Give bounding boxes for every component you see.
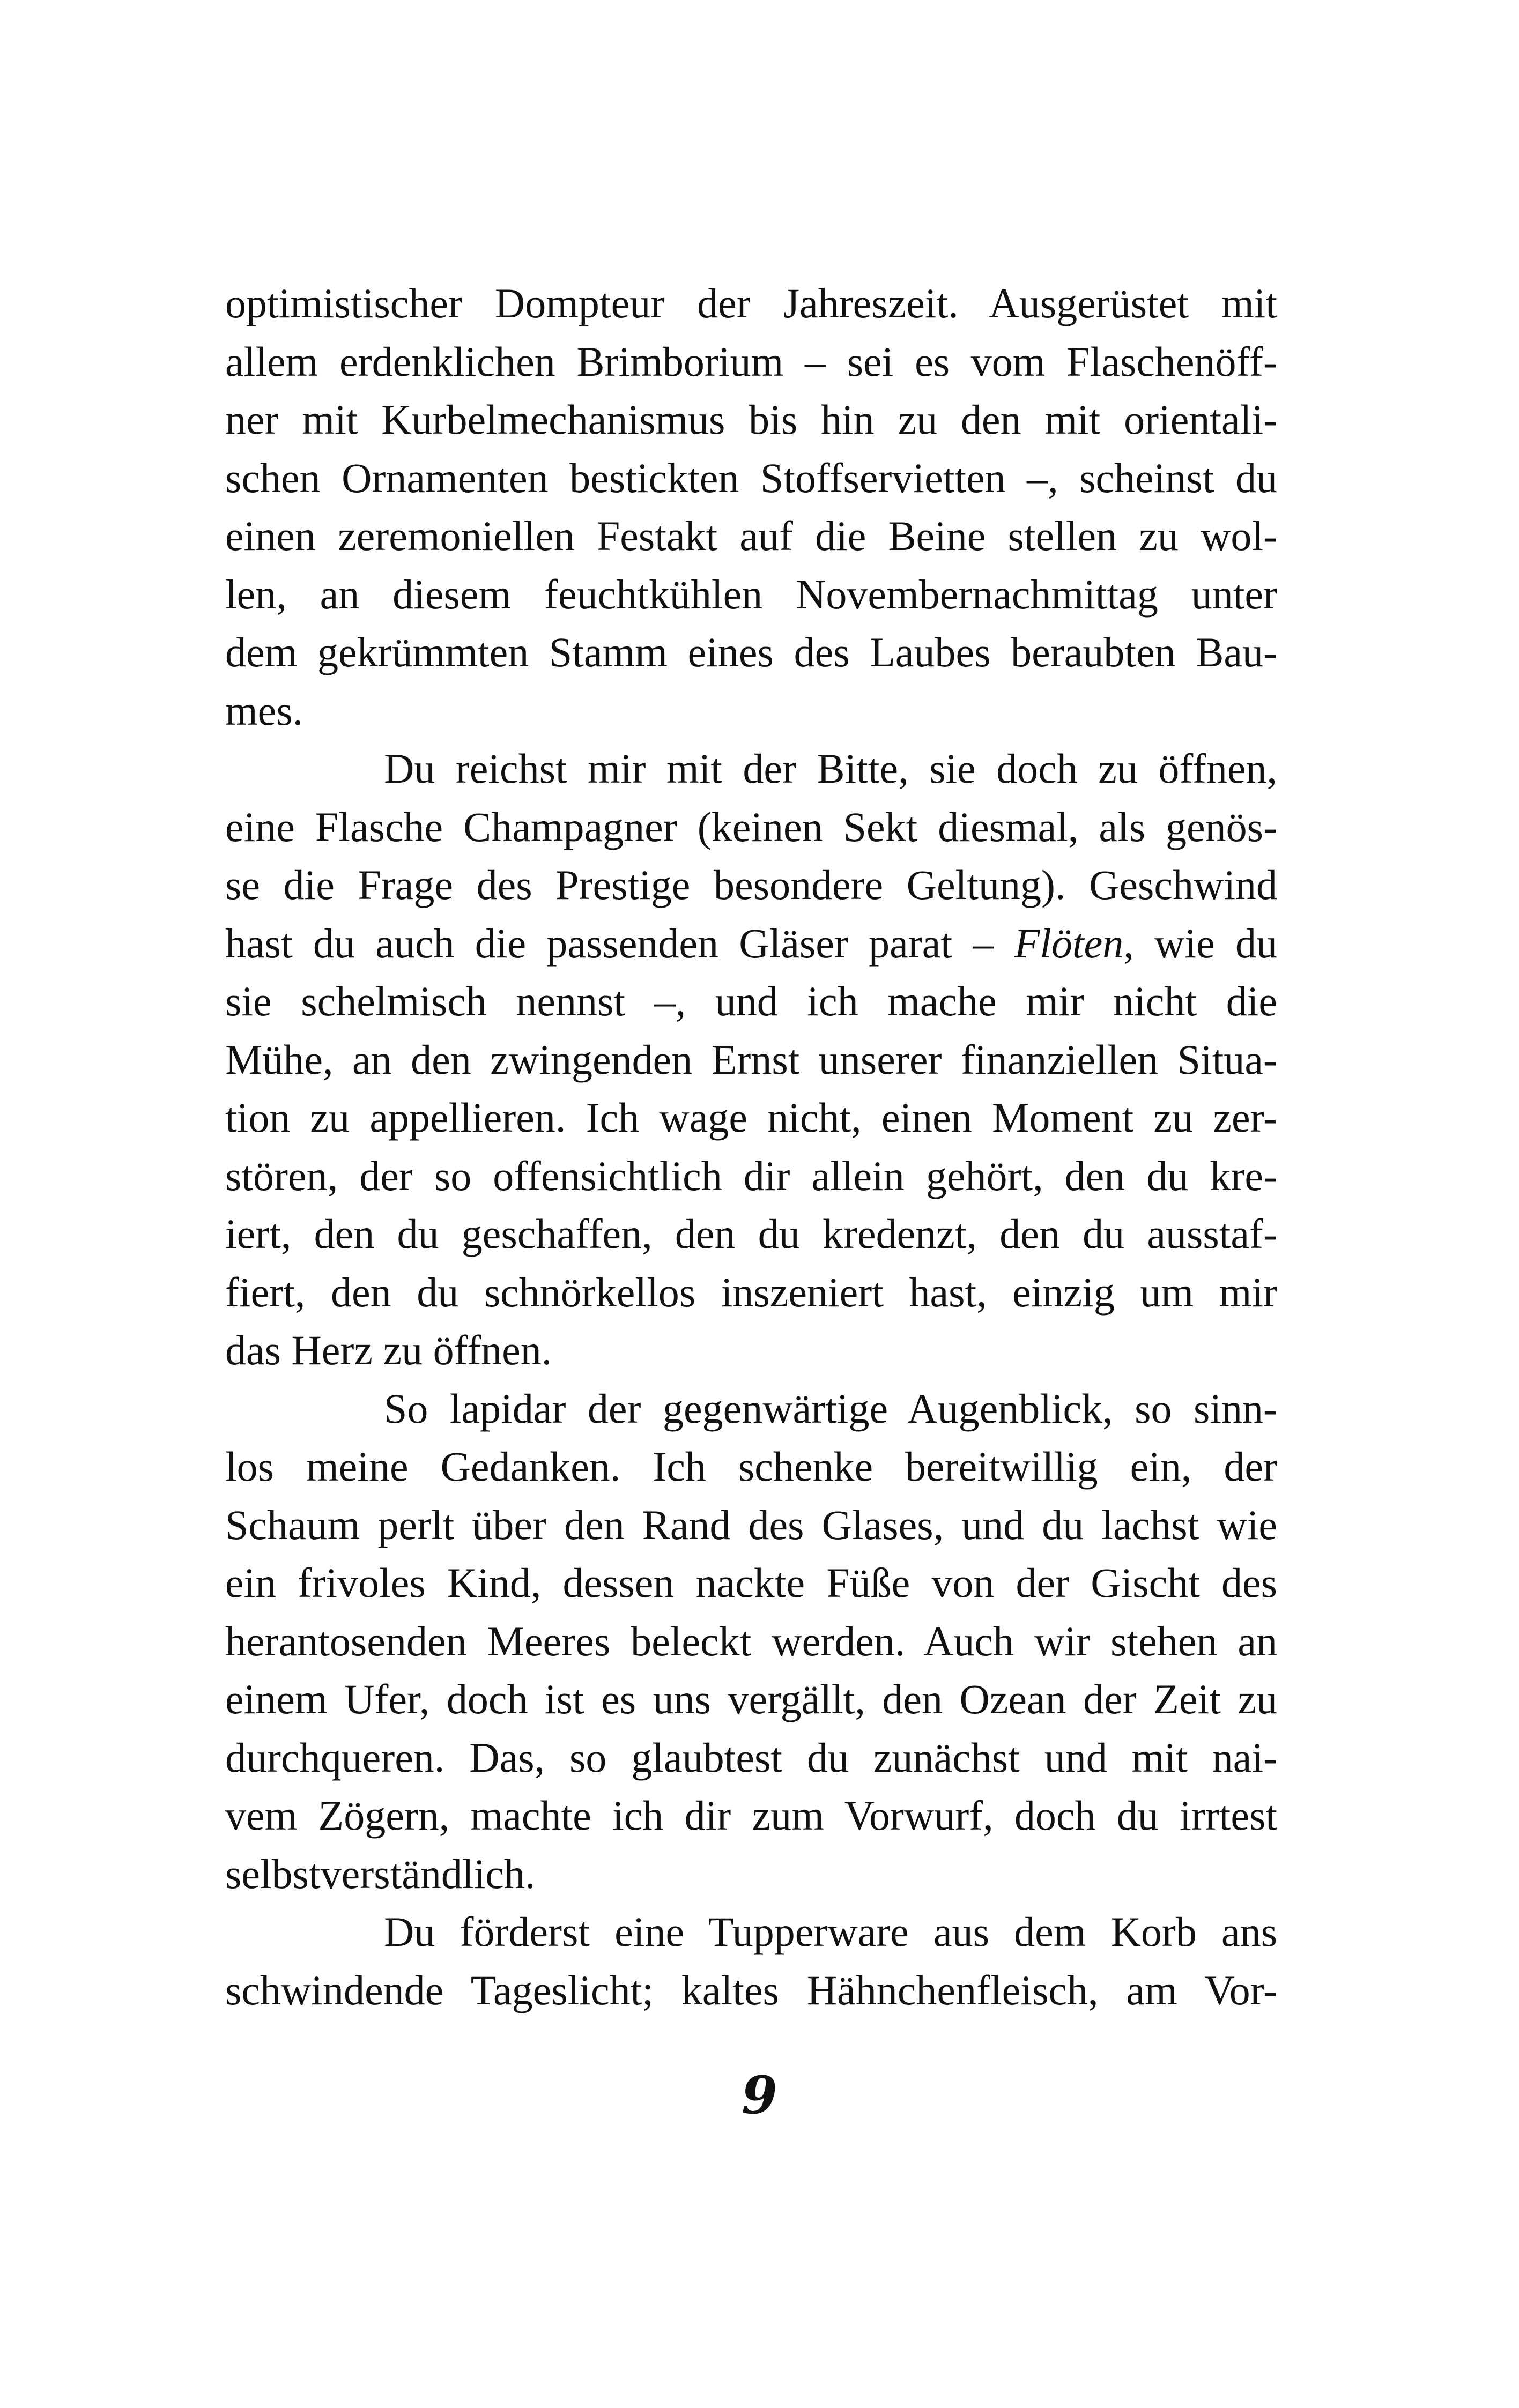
text-line: vem Zögern, machte ich dir zum Vorwurf, doch du irrtest — [225, 1792, 1277, 1839]
text-line: schwindende Tageslicht; kaltes Hähnchenfleisch, am Vor- — [225, 1966, 1277, 2013]
text-line: eine Flasche Champagner (keinen Sekt diesmal, als genös- — [225, 803, 1277, 850]
text-line: fiert, den du schnörkellos inszeniert hast, einzig um mir — [225, 1268, 1277, 1316]
text-line: dem gekrümmten Stamm eines des Laubes beraubten Bau- — [225, 629, 1277, 675]
page-number: 9 — [742, 2065, 777, 2125]
text-line — [225, 915, 1277, 973]
text-line: stören, der so offensichtlich dir allein gehört, den du kre- — [225, 1152, 1277, 1199]
text-line: allem erdenklichen Brimborium – sei es vom Flaschenöff- — [225, 338, 1277, 385]
text-line: se die Frage des Prestige besondere Geltung). Geschwind — [225, 861, 1277, 908]
text-line: Du reichst mir mit der Bitte, sie doch zu öffnen, — [384, 745, 1277, 792]
text-line: sie schelmisch nennst –, und ich mache mir nicht die — [225, 978, 1277, 1024]
text-line: herantosenden Meeres beleckt werden. Auch wir stehen an — [225, 1617, 1277, 1664]
text-line: das Herz zu öffnen. — [225, 1327, 552, 1373]
text-line: einem Ufer, doch ist es uns vergällt, den Ozean der Zeit zu — [225, 1676, 1277, 1722]
text-segment: hast du auch die passenden Gläser parat – — [225, 919, 1014, 967]
text-line: optimistischer Dompteur der Jahreszeit. Ausgerüstet mit — [225, 280, 1277, 326]
text-line: durchqueren. Das, so glaubtest du zunächst und mit nai- — [225, 1734, 1277, 1781]
text-line: ein frivoles Kind, dessen nackte Füße von der Gischt des — [225, 1559, 1277, 1606]
text-line: Du förderst eine Tupperware aus dem Korb ans — [384, 1908, 1277, 1955]
text-line: len, an diesem feuchtkühlen Novembernachmittag unter — [225, 570, 1277, 618]
text-line: iert, den du geschaffen, den du kredenzt, den du ausstaf- — [225, 1210, 1277, 1257]
text-line: mes. — [225, 687, 303, 734]
text-line: tion zu appellieren. Ich wage nicht, einen Moment zu zer- — [225, 1094, 1277, 1141]
italic-word: Flöten — [1014, 919, 1124, 967]
text-line: Mühe, an den zwingenden Ernst unserer finanziellen Situa- — [225, 1036, 1277, 1083]
text-line: ner mit Kurbelmechanismus bis hin zu den mit orientali- — [225, 396, 1277, 443]
text-line: Schaum perlt über den Rand des Glases, und du lachst wie — [225, 1501, 1277, 1548]
text-segment: , wie du — [1123, 919, 1277, 967]
text-line: selbstverständlich. — [225, 1850, 536, 1897]
text-line: So lapidar der gegenwärtige Augenblick, so sinn- — [384, 1385, 1277, 1432]
body-text — [225, 274, 1277, 2019]
text-line: einen zeremoniellen Festakt auf die Beine stellen zu wol- — [225, 512, 1277, 559]
text-line: schen Ornamenten bestickten Stoffservietten –, scheinst du — [225, 454, 1277, 501]
text-line: los meine Gedanken. Ich schenke bereitwillig ein, der — [225, 1443, 1277, 1490]
